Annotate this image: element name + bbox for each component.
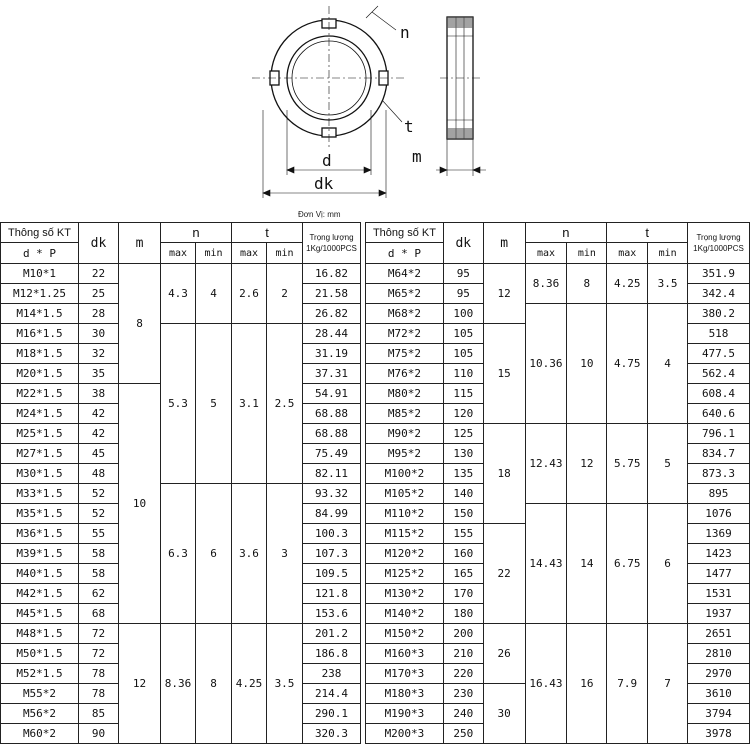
m-header: m bbox=[483, 223, 525, 264]
label-n: n bbox=[400, 23, 410, 42]
spec-cell: M125*2 bbox=[366, 564, 444, 584]
n-min-cell: 4 bbox=[196, 264, 232, 324]
m-cell: 15 bbox=[483, 324, 525, 424]
weight-cell: 2810 bbox=[688, 644, 750, 664]
spec-cell: M150*2 bbox=[366, 624, 444, 644]
dk-cell: 180 bbox=[443, 604, 483, 624]
spec-cell: M80*2 bbox=[366, 384, 444, 404]
n-max-cell: 14.43 bbox=[525, 504, 567, 624]
dk-cell: 150 bbox=[443, 504, 483, 524]
spec-cell: M170*3 bbox=[366, 664, 444, 684]
m-cell: 22 bbox=[483, 524, 525, 624]
weight-cell: 75.49 bbox=[303, 444, 361, 464]
spec-cell: M40*1.5 bbox=[1, 564, 79, 584]
weight-cell: 153.6 bbox=[303, 604, 361, 624]
spec-cell: M48*1.5 bbox=[1, 624, 79, 644]
spec-header: Thông số KT bbox=[1, 223, 79, 243]
t-min-cell: 4 bbox=[648, 304, 688, 424]
dk-cell: 72 bbox=[79, 624, 119, 644]
dk-cell: 200 bbox=[443, 624, 483, 644]
spec-cell: M55*2 bbox=[1, 684, 79, 704]
m-cell: 12 bbox=[483, 264, 525, 324]
spec-cell: M85*2 bbox=[366, 404, 444, 424]
n-header: n bbox=[161, 223, 232, 243]
spec-cell: M24*1.5 bbox=[1, 404, 79, 424]
dk-cell: 25 bbox=[79, 284, 119, 304]
spec-cell: M130*2 bbox=[366, 584, 444, 604]
spec-cell: M65*2 bbox=[366, 284, 444, 304]
dk-cell: 52 bbox=[79, 484, 119, 504]
dk-cell: 38 bbox=[79, 384, 119, 404]
m-cell: 18 bbox=[483, 424, 525, 524]
weight-cell: 26.82 bbox=[303, 304, 361, 324]
spec-cell: M50*1.5 bbox=[1, 644, 79, 664]
dk-cell: 170 bbox=[443, 584, 483, 604]
dk-cell: 62 bbox=[79, 584, 119, 604]
table-row bbox=[1, 484, 361, 504]
n-max-header: max bbox=[161, 243, 196, 264]
t-max-cell: 4.25 bbox=[607, 264, 648, 304]
n-min-cell: 8 bbox=[567, 264, 607, 304]
label-m: m bbox=[412, 147, 422, 166]
n-min-cell: 8 bbox=[196, 624, 232, 744]
dk-cell: 22 bbox=[79, 264, 119, 284]
dk-cell: 68 bbox=[79, 604, 119, 624]
spec-cell: M33*1.5 bbox=[1, 484, 79, 504]
dk-cell: 58 bbox=[79, 564, 119, 584]
dk-cell: 155 bbox=[443, 524, 483, 544]
weight-cell: 3978 bbox=[688, 724, 750, 744]
weight-cell: 1477 bbox=[688, 564, 750, 584]
weight-cell: 640.6 bbox=[688, 404, 750, 424]
dk-cell: 125 bbox=[443, 424, 483, 444]
t-min-cell: 7 bbox=[648, 624, 688, 744]
dk-cell: 130 bbox=[443, 444, 483, 464]
weight-cell: 351.9 bbox=[688, 264, 750, 284]
m-cell: 8 bbox=[119, 264, 161, 384]
dk-header: dk bbox=[443, 223, 483, 264]
dk-cell: 45 bbox=[79, 444, 119, 464]
dk-cell: 230 bbox=[443, 684, 483, 704]
n-max-cell: 6.3 bbox=[161, 484, 196, 624]
weight-cell: 380.2 bbox=[688, 304, 750, 324]
label-dk: dk bbox=[314, 174, 334, 193]
n-max-cell: 10.36 bbox=[525, 304, 567, 424]
spec-cell: M30*1.5 bbox=[1, 464, 79, 484]
t-max-cell: 3.1 bbox=[232, 324, 267, 484]
weight-cell: 107.3 bbox=[303, 544, 361, 564]
t-max-cell: 6.75 bbox=[607, 504, 648, 624]
weight-cell: 477.5 bbox=[688, 344, 750, 364]
dk-cell: 105 bbox=[443, 344, 483, 364]
dk-cell: 42 bbox=[79, 424, 119, 444]
n-max-cell: 5.3 bbox=[161, 324, 196, 484]
m-cell: 30 bbox=[483, 684, 525, 744]
spec-cell: M110*2 bbox=[366, 504, 444, 524]
n-max-cell: 12.43 bbox=[525, 424, 567, 504]
dk-cell: 78 bbox=[79, 684, 119, 704]
table-row bbox=[366, 304, 750, 324]
weight-cell: 796.1 bbox=[688, 424, 750, 444]
weight-cell: 84.99 bbox=[303, 504, 361, 524]
weight-cell: 21.58 bbox=[303, 284, 361, 304]
spec-cell: M42*1.5 bbox=[1, 584, 79, 604]
weight-cell: 320.3 bbox=[303, 724, 361, 744]
table-row bbox=[366, 424, 750, 444]
n-max-cell: 8.36 bbox=[525, 264, 567, 304]
weight-cell: 608.4 bbox=[688, 384, 750, 404]
spec-cell: M120*2 bbox=[366, 544, 444, 564]
spec-cell: M64*2 bbox=[366, 264, 444, 284]
t-min-cell: 2 bbox=[267, 264, 303, 324]
weight-cell: 68.88 bbox=[303, 404, 361, 424]
weight-cell: 238 bbox=[303, 664, 361, 684]
dk-cell: 210 bbox=[443, 644, 483, 664]
t-min-cell: 2.5 bbox=[267, 324, 303, 484]
t-header: t bbox=[232, 223, 303, 243]
spec-cell: M140*2 bbox=[366, 604, 444, 624]
unit-note: Đơn Vị: mm bbox=[298, 210, 341, 219]
t-min-header: min bbox=[267, 243, 303, 264]
weight-cell: 2970 bbox=[688, 664, 750, 684]
n-min-cell: 5 bbox=[196, 324, 232, 484]
weight-header: Trọng lượng 1Kg/1000PCS bbox=[303, 223, 361, 264]
weight-cell: 1937 bbox=[688, 604, 750, 624]
table-row bbox=[1, 324, 361, 344]
weight-cell: 68.88 bbox=[303, 424, 361, 444]
weight-cell: 562.4 bbox=[688, 364, 750, 384]
weight-cell: 2651 bbox=[688, 624, 750, 644]
spec-cell: M115*2 bbox=[366, 524, 444, 544]
t-max-cell: 7.9 bbox=[607, 624, 648, 744]
dk-cell: 110 bbox=[443, 364, 483, 384]
spec-cell: M56*2 bbox=[1, 704, 79, 724]
dk-cell: 95 bbox=[443, 284, 483, 304]
t-min-cell: 3.5 bbox=[648, 264, 688, 304]
weight-cell: 290.1 bbox=[303, 704, 361, 724]
spec-cell: M39*1.5 bbox=[1, 544, 79, 564]
weight-cell: 186.8 bbox=[303, 644, 361, 664]
n-max-cell: 8.36 bbox=[161, 624, 196, 744]
m-cell: 12 bbox=[119, 624, 161, 744]
spec-cell: M76*2 bbox=[366, 364, 444, 384]
n-max-cell: 4.3 bbox=[161, 264, 196, 324]
label-t: t bbox=[404, 117, 414, 136]
spec-cell: M16*1.5 bbox=[1, 324, 79, 344]
weight-cell: 54.91 bbox=[303, 384, 361, 404]
m-header: m bbox=[119, 223, 161, 264]
spec-cell: M95*2 bbox=[366, 444, 444, 464]
t-max-cell: 4.25 bbox=[232, 624, 267, 744]
weight-cell: 1369 bbox=[688, 524, 750, 544]
n-min-header: min bbox=[196, 243, 232, 264]
weight-cell: 82.11 bbox=[303, 464, 361, 484]
lock-nut-drawing bbox=[0, 0, 750, 210]
t-max-cell: 4.75 bbox=[607, 304, 648, 424]
weight-cell: 342.4 bbox=[688, 284, 750, 304]
n-max-cell: 16.43 bbox=[525, 624, 567, 744]
spec-cell: M10*1 bbox=[1, 264, 79, 284]
spec-cell: M35*1.5 bbox=[1, 504, 79, 524]
spec-cell: M68*2 bbox=[366, 304, 444, 324]
weight-cell: 37.31 bbox=[303, 364, 361, 384]
weight-cell: 1423 bbox=[688, 544, 750, 564]
dk-cell: 165 bbox=[443, 564, 483, 584]
weight-cell: 518 bbox=[688, 324, 750, 344]
m-cell: 10 bbox=[119, 384, 161, 624]
t-max-cell: 5.75 bbox=[607, 424, 648, 504]
t-max-header: max bbox=[607, 243, 648, 264]
dk-cell: 72 bbox=[79, 644, 119, 664]
spec-cell: M36*1.5 bbox=[1, 524, 79, 544]
m-cell: 26 bbox=[483, 624, 525, 684]
spec-cell: M190*3 bbox=[366, 704, 444, 724]
n-min-cell: 12 bbox=[567, 424, 607, 504]
dk-cell: 58 bbox=[79, 544, 119, 564]
t-min-header: min bbox=[648, 243, 688, 264]
weight-cell: 1531 bbox=[688, 584, 750, 604]
weight-cell: 3610 bbox=[688, 684, 750, 704]
dk-cell: 115 bbox=[443, 384, 483, 404]
weight-cell: 28.44 bbox=[303, 324, 361, 344]
dk-cell: 95 bbox=[443, 264, 483, 284]
dk-cell: 30 bbox=[79, 324, 119, 344]
spec-cell: M52*1.5 bbox=[1, 664, 79, 684]
dk-cell: 220 bbox=[443, 664, 483, 684]
n-min-cell: 6 bbox=[196, 484, 232, 624]
dk-cell: 100 bbox=[443, 304, 483, 324]
weight-cell: 93.32 bbox=[303, 484, 361, 504]
n-header: n bbox=[525, 223, 607, 243]
weight-cell: 3794 bbox=[688, 704, 750, 724]
table-row bbox=[366, 504, 750, 524]
t-min-cell: 3 bbox=[267, 484, 303, 624]
dk-cell: 90 bbox=[79, 724, 119, 744]
dk-header: dk bbox=[79, 223, 119, 264]
t-header: t bbox=[607, 223, 688, 243]
dk-cell: 140 bbox=[443, 484, 483, 504]
weight-cell: 834.7 bbox=[688, 444, 750, 464]
spec-cell: M90*2 bbox=[366, 424, 444, 444]
spec-cell: M100*2 bbox=[366, 464, 444, 484]
weight-cell: 1076 bbox=[688, 504, 750, 524]
t-max-cell: 3.6 bbox=[232, 484, 267, 624]
table-row bbox=[366, 624, 750, 644]
t-min-cell: 3.5 bbox=[267, 624, 303, 744]
weight-cell: 873.3 bbox=[688, 464, 750, 484]
spec-subheader: d * P bbox=[366, 243, 444, 264]
dk-cell: 250 bbox=[443, 724, 483, 744]
dk-cell: 78 bbox=[79, 664, 119, 684]
t-max-cell: 2.6 bbox=[232, 264, 267, 324]
dk-cell: 85 bbox=[79, 704, 119, 724]
spec-cell: M22*1.5 bbox=[1, 384, 79, 404]
dk-cell: 28 bbox=[79, 304, 119, 324]
n-min-cell: 14 bbox=[567, 504, 607, 624]
spec-cell: M20*1.5 bbox=[1, 364, 79, 384]
spec-cell: M18*1.5 bbox=[1, 344, 79, 364]
spec-cell: M160*3 bbox=[366, 644, 444, 664]
spec-header: Thông số KT bbox=[366, 223, 444, 243]
spec-cell: M105*2 bbox=[366, 484, 444, 504]
dk-cell: 160 bbox=[443, 544, 483, 564]
n-min-cell: 16 bbox=[567, 624, 607, 744]
dk-cell: 35 bbox=[79, 364, 119, 384]
dk-cell: 105 bbox=[443, 324, 483, 344]
dk-cell: 55 bbox=[79, 524, 119, 544]
weight-cell: 121.8 bbox=[303, 584, 361, 604]
n-min-header: min bbox=[567, 243, 607, 264]
spec-cell: M60*2 bbox=[1, 724, 79, 744]
table-row bbox=[366, 264, 750, 284]
dk-cell: 120 bbox=[443, 404, 483, 424]
weight-cell: 16.82 bbox=[303, 264, 361, 284]
spec-subheader: d * P bbox=[1, 243, 79, 264]
dk-cell: 52 bbox=[79, 504, 119, 524]
t-min-cell: 6 bbox=[648, 504, 688, 624]
dk-cell: 48 bbox=[79, 464, 119, 484]
dk-cell: 135 bbox=[443, 464, 483, 484]
t-min-cell: 5 bbox=[648, 424, 688, 504]
spec-cell: M12*1.25 bbox=[1, 284, 79, 304]
weight-cell: 100.3 bbox=[303, 524, 361, 544]
dk-cell: 42 bbox=[79, 404, 119, 424]
weight-cell: 31.19 bbox=[303, 344, 361, 364]
n-max-header: max bbox=[525, 243, 567, 264]
dk-cell: 240 bbox=[443, 704, 483, 724]
table-row bbox=[1, 264, 361, 284]
dk-cell: 32 bbox=[79, 344, 119, 364]
spec-cell: M14*1.5 bbox=[1, 304, 79, 324]
weight-cell: 214.4 bbox=[303, 684, 361, 704]
table-row bbox=[1, 624, 361, 644]
spec-cell: M25*1.5 bbox=[1, 424, 79, 444]
weight-cell: 201.2 bbox=[303, 624, 361, 644]
spec-cell: M45*1.5 bbox=[1, 604, 79, 624]
left-spec-table bbox=[0, 222, 361, 744]
n-min-cell: 10 bbox=[567, 304, 607, 424]
t-max-header: max bbox=[232, 243, 267, 264]
spec-cell: M27*1.5 bbox=[1, 444, 79, 464]
spec-cell: M180*3 bbox=[366, 684, 444, 704]
spec-cell: M75*2 bbox=[366, 344, 444, 364]
spec-cell: M72*2 bbox=[366, 324, 444, 344]
weight-header: Trọng lượng 1Kg/1000PCS bbox=[688, 223, 750, 264]
weight-cell: 109.5 bbox=[303, 564, 361, 584]
weight-cell: 895 bbox=[688, 484, 750, 504]
spec-cell: M200*3 bbox=[366, 724, 444, 744]
right-spec-table bbox=[365, 222, 750, 744]
label-d: d bbox=[322, 151, 332, 170]
